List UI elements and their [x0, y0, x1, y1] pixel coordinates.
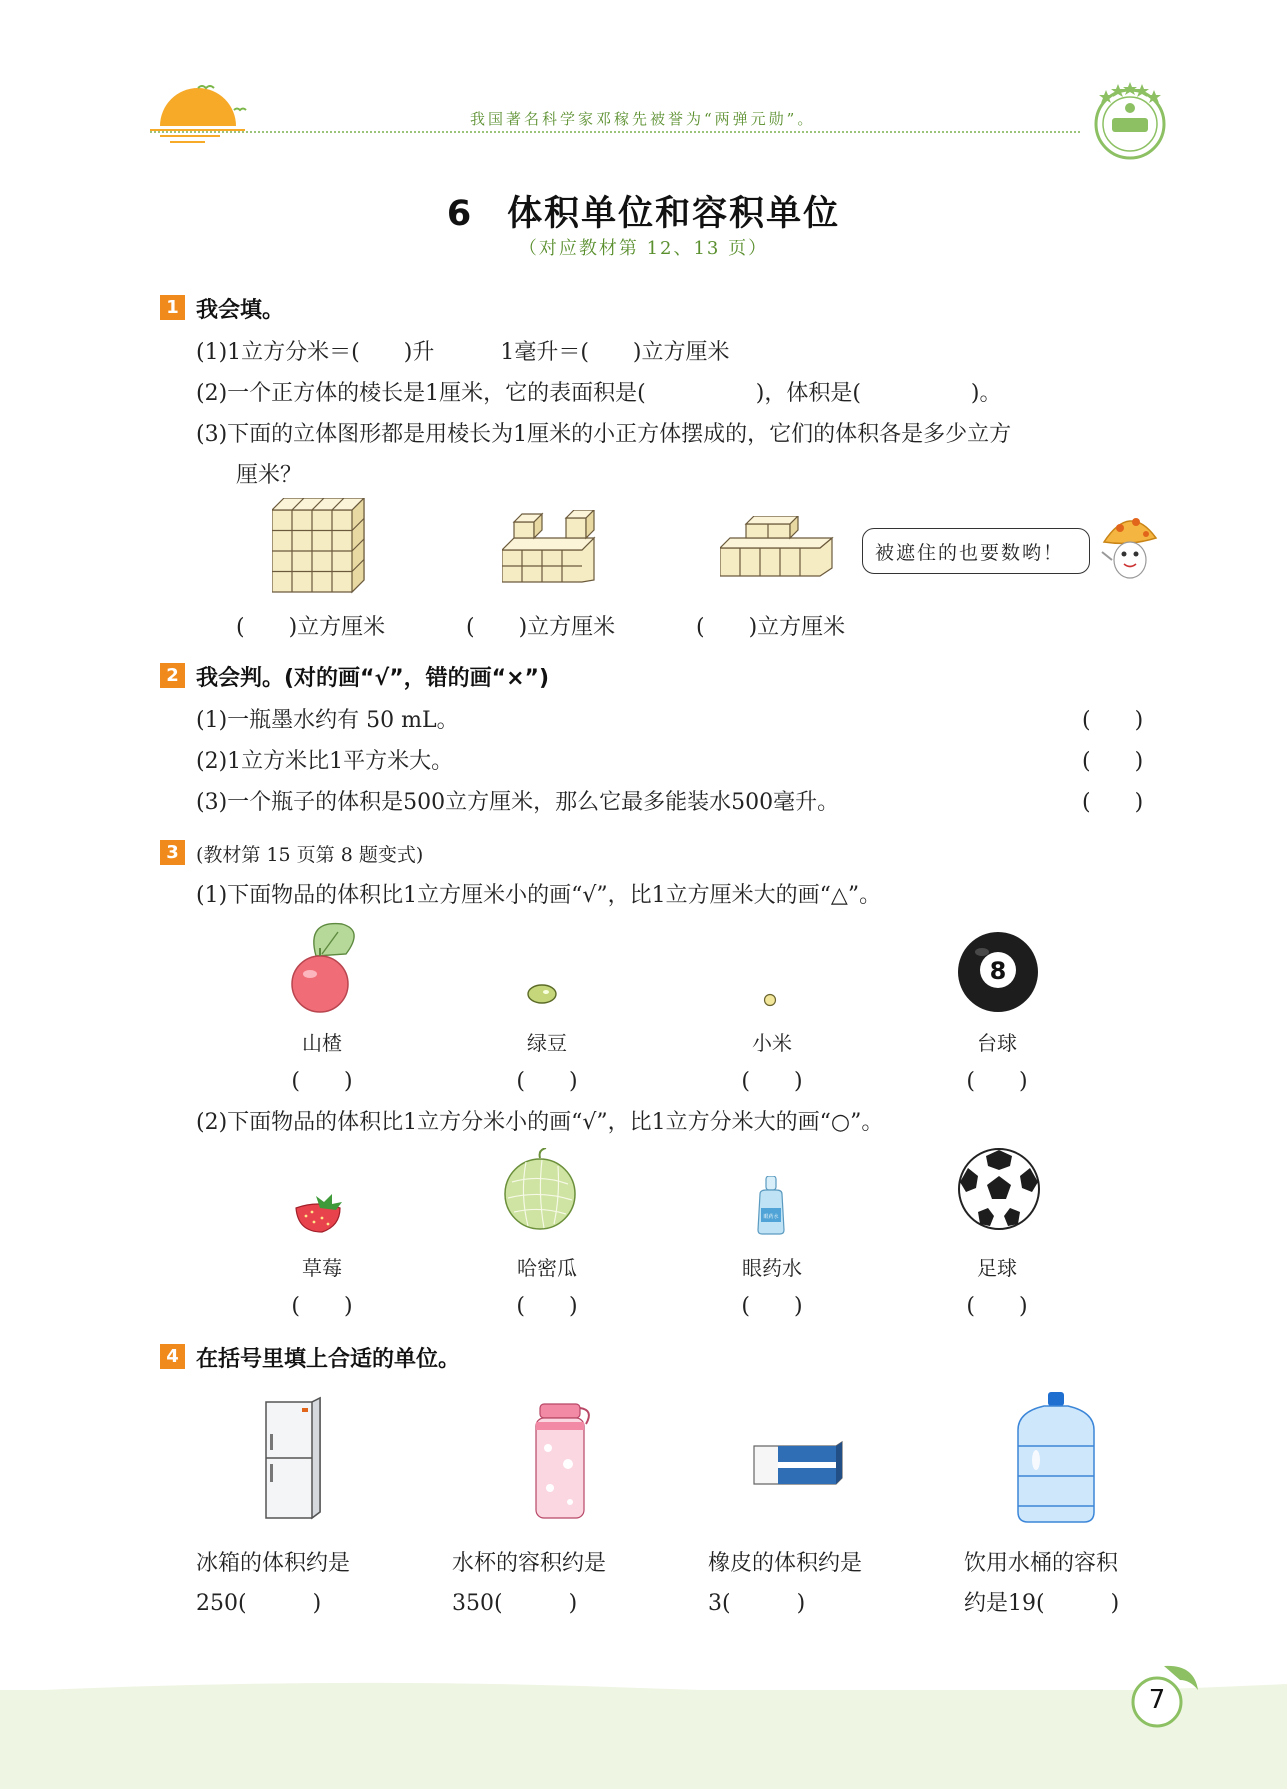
page-subtitle: （对应教材第 12、13 页）	[518, 238, 769, 259]
billiard-ball-icon	[956, 930, 1040, 1014]
lesson-title: 体积单位和容积单位	[507, 194, 841, 234]
mushroom-mascot-icon	[1098, 508, 1162, 588]
item-label-cantaloupe: 哈密瓜	[517, 1256, 577, 1280]
answer-paren-strawberry: ( )	[291, 1294, 353, 1319]
speech-bubble-text: 被遮住的也要数哟！	[875, 542, 1065, 564]
page-title	[0, 186, 1287, 236]
millet-icon	[762, 992, 778, 1008]
answer-paren-cantaloupe: ( )	[516, 1294, 578, 1319]
answer-paren-billiard-ball: ( )	[966, 1069, 1028, 1094]
soccer-ball-icon	[956, 1146, 1042, 1232]
speech-bubble	[862, 528, 1090, 574]
item-label-strawberry: 草莓	[302, 1256, 342, 1280]
header-quote: 我国著名科学家邓稼先被誉为“两弹元勋”。	[470, 110, 816, 128]
q1-answer-1: ( )立方厘米	[236, 615, 386, 640]
q2-item-3: (3)一个瓶子的体积是500立方厘米，那么它最多能装水500毫升。	[196, 790, 840, 815]
q1-answer-3: ( )立方厘米	[696, 615, 846, 640]
answer-paren-millet: ( )	[741, 1069, 803, 1094]
hawthorn-icon	[286, 920, 366, 1015]
item-label-hawthorn: 山楂	[302, 1031, 342, 1055]
cube-figure-1	[272, 498, 372, 598]
question-3-heading: (教材第 15 页第 8 题变式)	[196, 844, 424, 866]
item-label-eye-drops: 眼药水	[742, 1256, 802, 1280]
item-label-soccer-ball: 足球	[977, 1256, 1017, 1280]
q2-item-2: (2)1立方米比1平方米大。	[196, 749, 454, 774]
q1-answer-2: ( )立方厘米	[466, 615, 616, 640]
billiard-ball-number: 8	[989, 957, 1007, 985]
question-number-2: 2	[160, 663, 185, 688]
q1-line-2: (2)一个正方体的棱长是1厘米，它的表面积是( )，体积是( )。	[196, 381, 1002, 406]
q2-item-3-paren: ( )	[1082, 790, 1144, 815]
water-jug-icon	[1016, 1390, 1098, 1524]
answer-paren-eye-drops: ( )	[741, 1294, 803, 1319]
q4-cup-line-2: 350( )	[452, 1591, 578, 1616]
q3-part-1: (1)下面物品的体积比1立方厘米小的画“√”，比1立方厘米大的画“△”。	[196, 883, 882, 908]
answer-paren-hawthorn: ( )	[291, 1069, 353, 1094]
q2-item-1-paren: ( )	[1082, 708, 1144, 733]
question-4-heading: 在括号里填上合适的单位。	[196, 1347, 461, 1372]
item-label-billiard-ball: 台球	[977, 1031, 1017, 1055]
eye-drops-bottle-icon	[754, 1176, 788, 1236]
refrigerator-icon	[262, 1396, 324, 1522]
question-2-heading: 我会判。(对的画“√”，错的画“×”)	[196, 666, 550, 691]
item-label-mung-bean: 绿豆	[527, 1031, 567, 1055]
answer-paren-soccer-ball: ( )	[966, 1294, 1028, 1319]
q4-eraser-line-1: 橡皮的体积约是	[708, 1551, 863, 1576]
water-bottle-icon	[530, 1398, 600, 1522]
strawberry-icon	[292, 1192, 344, 1234]
sunset-logo	[150, 80, 260, 150]
question-number-1: 1	[160, 295, 185, 320]
question-number-4: 4	[160, 1344, 185, 1369]
eye-drops-label: 眼药水	[763, 1214, 779, 1220]
eraser-icon	[752, 1438, 844, 1488]
q3-part-2: (2)下面物品的体积比1立方分米小的画“√”，比1立方分米大的画“○”。	[196, 1110, 884, 1135]
q4-eraser-line-2: 3( )	[708, 1591, 806, 1616]
lesson-number: 6	[446, 194, 474, 234]
question-number-3: 3	[160, 840, 185, 865]
header-divider	[150, 131, 1080, 133]
q1-line-3-cont: 厘米？	[236, 463, 303, 488]
q4-jug-line-2: 约是19( )	[964, 1591, 1120, 1616]
cube-figure-3	[720, 516, 840, 578]
question-1-heading: 我会填。	[196, 298, 285, 323]
q1-line-3: (3)下面的立体图形都是用棱长为1厘米的小正方体摆成的，它们的体积各是多少立方	[196, 422, 1012, 447]
q2-item-1: (1)一瓶墨水约有 50 mL。	[196, 708, 459, 733]
q4-jug-line-1: 饮用水桶的容积	[964, 1551, 1119, 1576]
q4-cup-line-1: 水杯的容积约是	[452, 1551, 607, 1576]
item-label-millet: 小米	[752, 1031, 792, 1055]
footer-wave	[0, 1672, 1287, 1712]
answer-paren-mung-bean: ( )	[516, 1069, 578, 1094]
cube-figure-2	[502, 510, 602, 590]
mung-bean-icon	[526, 982, 558, 1006]
cantaloupe-icon	[502, 1148, 578, 1232]
page-number: 7	[1148, 1685, 1166, 1715]
q2-item-2-paren: ( )	[1082, 749, 1144, 774]
q4-fridge-line-1: 冰箱的体积约是	[196, 1551, 351, 1576]
q4-fridge-line-2: 250( )	[196, 1591, 322, 1616]
q1-line-1: (1)1立方分米＝( )升 1毫升＝( )立方厘米	[196, 340, 730, 365]
brand-badge-logo	[1090, 78, 1170, 166]
